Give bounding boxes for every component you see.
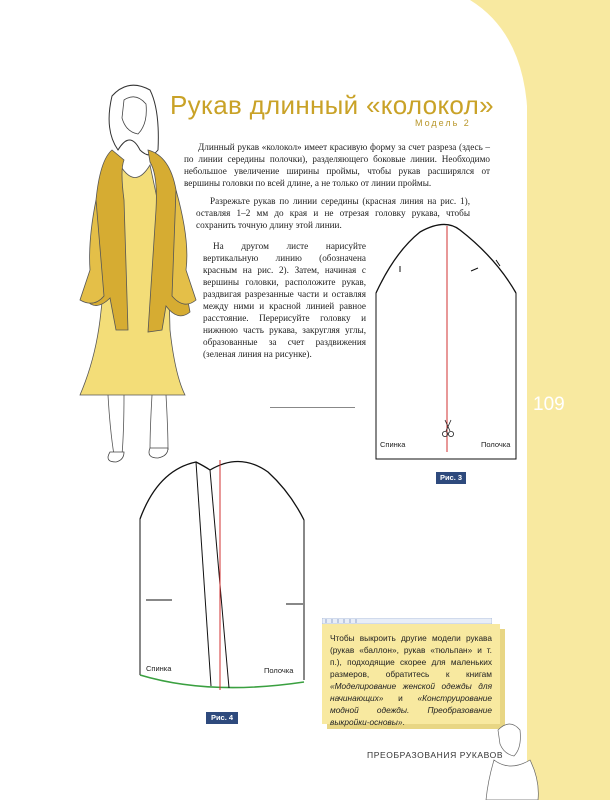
- page-title: Рукав длинный «колокол»: [170, 90, 494, 120]
- page-number: 109: [533, 394, 565, 415]
- paragraph-draw: На другом листе нарисуйте вертикальную линию (обозначена красным на рис. 2). Затем, начиная с вершины головки, расположите рукав, раздвигая разрезанные части и оставляя между ними и красной линией равное расстояние. Перерисуйте головку и нижнюю часть рукава, закругляя углы, образованные за счет раздвижения (зеленая линия на рисунке).: [203, 241, 366, 359]
- note-text-1: Чтобы выкроить другие модели рукава (рукав «баллон», рукав «тюльпан» и т. п.), подходящие скорее для маленьких размеров, обратитесь к книгам: [330, 633, 492, 679]
- figure-3-caption: Рис. 3: [436, 472, 466, 484]
- figure-4-right-label: Полочка: [264, 666, 294, 675]
- note-book-2: «Конструирование модной одежды. Преобразование выкройки-основы»: [330, 693, 492, 727]
- paragraph-cut: Разрежьте рукав по линии середины (красная линия на рис. 1), оставляя 1–2 мм до края и не отрезая головку рукава, чтобы сохранить точную длину этой линии.: [196, 196, 470, 230]
- model-label: Модель 2: [415, 118, 471, 128]
- footer-section-title: ПРЕОБРАЗОВАНИЯ РУКАВОВ: [367, 750, 504, 760]
- note-book-1: «Моделирование женской одежды для начинающих»: [330, 681, 492, 703]
- figure-4-left-label: Спинка: [146, 664, 172, 673]
- figure-4-caption: Рис. 4: [206, 712, 238, 724]
- paragraph-intro: Длинный рукав «колокол» имеет красивую форму за счет разреза (здесь – по линии середины полочки), разделяющего боковые линии. Необходимо небольшое увеличение ширины проймы, чтобы рукав расширялся от вершины головки по всей длине, а не только от линии проймы.: [184, 142, 490, 188]
- figure-3-left-label: Спинка: [380, 440, 406, 449]
- figure-3-right-label: Полочка: [481, 440, 511, 449]
- note-text-2: и: [383, 693, 418, 703]
- note-text-3: .: [402, 717, 405, 727]
